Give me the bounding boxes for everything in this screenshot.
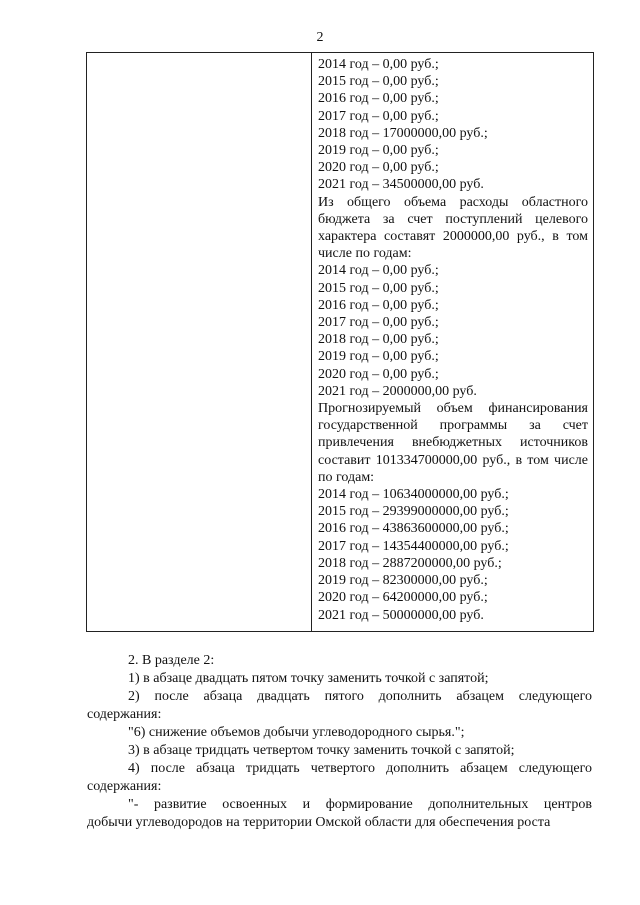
year-list-extrabudgetary xyxy=(318,486,588,624)
year-line: 2019 год – 0,00 руб.; xyxy=(318,349,439,365)
amendment-item-4: 4) после абзаца тридцать четвертого дополнить абзацем следующего xyxy=(128,761,592,776)
year-line: 2021 год – 34500000,00 руб. xyxy=(318,177,484,193)
section-heading: 2. В разделе 2: xyxy=(128,653,215,668)
financing-table xyxy=(86,52,594,632)
year-line: 2016 год – 0,00 руб.; xyxy=(318,91,439,107)
year-line: 2016 год – 0,00 руб.; xyxy=(318,297,439,313)
column-divider xyxy=(311,53,312,631)
inserted-paragraph-1: "6) снижение объемов добычи углеводородного сырья."; xyxy=(128,725,465,740)
year-line: 2017 год – 14354400000,00 руб.; xyxy=(318,538,509,554)
year-line: 2018 год – 17000000,00 руб.; xyxy=(318,125,488,141)
year-line: 2019 год – 0,00 руб.; xyxy=(318,143,439,159)
targeted-funds-paragraph: Из общего объема расходы областного бюджета за счет поступлений целевого характера составят 2000000,00 руб., в том числе по годам: xyxy=(318,194,588,262)
year-line: 2020 год – 0,00 руб.; xyxy=(318,366,439,382)
inserted-paragraph-2: "- развитие освоенных и формирование дополнительных центров xyxy=(128,797,592,812)
year-line: 2020 год – 64200000,00 руб.; xyxy=(318,590,488,606)
extrabudgetary-paragraph: Прогнозируемый объем финансирования государственной программы за счет привлечения внебюджетных источников составит 101334700000,00 руб., в том числе по годам: xyxy=(318,401,588,485)
year-line: 2014 год – 10634000000,00 руб.; xyxy=(318,487,509,503)
year-line: 2014 год – 0,00 руб.; xyxy=(318,263,439,279)
year-line: 2015 год – 0,00 руб.; xyxy=(318,280,439,296)
year-line: 2016 год – 43863600000,00 руб.; xyxy=(318,521,509,537)
financing-cell xyxy=(318,56,588,624)
amendment-item-2: 2) после абзаца двадцать пятого дополнить абзацем следующего xyxy=(128,689,592,704)
year-line: 2017 год – 0,00 руб.; xyxy=(318,108,439,124)
page-number: 2 xyxy=(316,30,324,45)
year-line: 2021 год – 2000000,00 руб. xyxy=(318,383,477,399)
amendment-item-4-continuation: содержания: xyxy=(87,779,162,794)
year-line: 2018 год – 0,00 руб.; xyxy=(318,332,439,348)
amendment-item-3: 3) в абзаце тридцать четвертом точку заменить точкой с запятой; xyxy=(128,743,515,758)
year-line: 2018 год – 2887200000,00 руб.; xyxy=(318,555,502,571)
inserted-paragraph-2-continuation: добычи углеводородов на территории Омской области для обеспечения роста xyxy=(87,815,551,830)
year-line: 2015 год – 0,00 руб.; xyxy=(318,74,439,90)
year-line: 2020 год – 0,00 руб.; xyxy=(318,160,439,176)
year-line: 2017 год – 0,00 руб.; xyxy=(318,315,439,331)
amendment-item-2-continuation: содержания: xyxy=(87,707,162,722)
year-line: 2014 год – 0,00 руб.; xyxy=(318,57,439,72)
year-list-regional-budget xyxy=(318,56,588,194)
year-list-targeted-funds xyxy=(318,262,588,400)
amendment-item-1: 1) в абзаце двадцать пятом точку заменить точкой с запятой; xyxy=(128,671,489,686)
year-line: 2021 год – 50000000,00 руб. xyxy=(318,607,484,623)
year-line: 2019 год – 82300000,00 руб.; xyxy=(318,573,488,589)
year-line: 2015 год – 29399000000,00 руб.; xyxy=(318,504,509,520)
